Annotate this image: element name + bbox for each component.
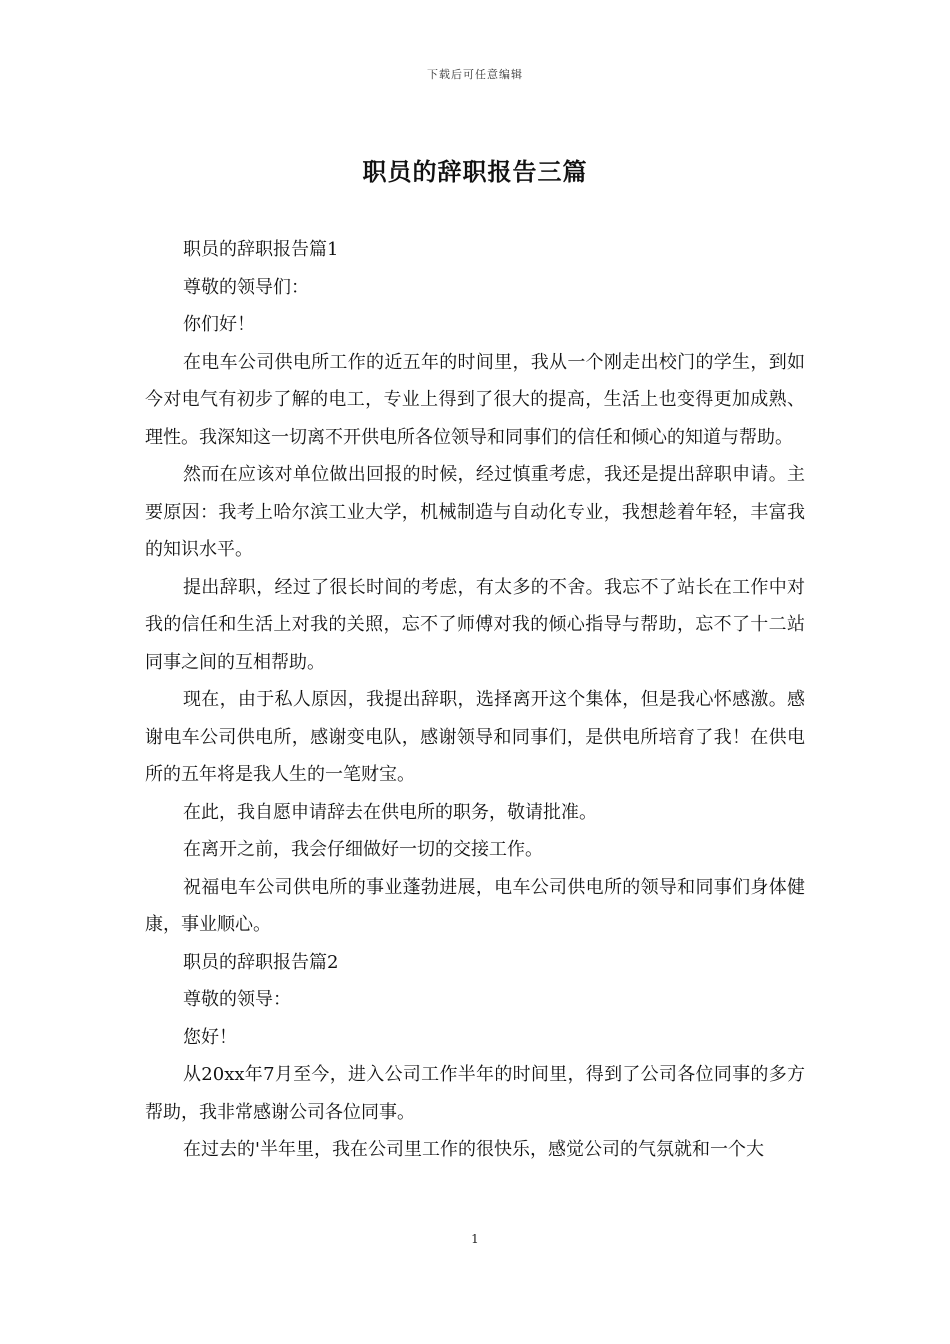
section-heading-2: 职员的辞职报告篇2 bbox=[183, 951, 339, 973]
body-paragraph: 在此，我自愿申请辞去在供电所的职务，敬请批准。 bbox=[183, 801, 597, 823]
document-body bbox=[145, 231, 805, 1169]
section-heading-1: 职员的辞职报告篇1 bbox=[183, 239, 339, 260]
body-paragraph: 在离开之前，我会仔细做好一切的交接工作。 bbox=[183, 839, 543, 860]
body-paragraph: 祝福电车公司供电所的事业蓬勃进展，电车公司供电所的领导和同事们身体健康，事业顺心。 bbox=[145, 876, 805, 935]
greeting-2: 您好！ bbox=[183, 1026, 237, 1048]
document-title: 职员的辞职报告三篇 bbox=[362, 157, 588, 186]
salutation-1: 尊敬的领导们： bbox=[183, 276, 309, 298]
body-paragraph: 从20xx年7月至今，进入公司工作半年的时间里，得到了公司各位同事的多方帮助，我非常感谢公司各位同事。 bbox=[145, 1064, 805, 1123]
body-paragraph: 在电车公司供电所工作的近五年的时间里，我从一个刚走出校门的学生，到如今对电气有初步了解的电工，专业上得到了很大的提高，生活上也变得更加成熟、理性。我深知这一切离不开供电所各位领导和同事们的信任和倾心的知道与帮助。 bbox=[145, 351, 805, 448]
header-note: 下载后可任意编辑 bbox=[427, 68, 523, 81]
body-paragraph: 然而在应该对单位做出回报的时候，经过慎重考虑，我还是提出辞职申请。主要原因：我考上哈尔滨工业大学，机械制造与自动化专业，我想趁着年轻，丰富我的知识水平。 bbox=[145, 464, 805, 560]
body-paragraph: 在过去的'半年里，我在公司里工作的很快乐，感觉公司的气氛就和一个大 bbox=[183, 1139, 764, 1160]
body-paragraph: 提出辞职，经过了很长时间的考虑，有太多的不舍。我忘不了站长在工作中对我的信任和生活上对我的关照，忘不了师傅对我的倾心指导与帮助，忘不了十二站同事之间的互相帮助。 bbox=[145, 576, 805, 673]
page-number: 1 bbox=[471, 1232, 479, 1246]
salutation-2: 尊敬的领导： bbox=[183, 989, 291, 1010]
greeting-1: 你们好！ bbox=[183, 314, 255, 335]
body-paragraph: 现在，由于私人原因，我提出辞职，选择离开这个集体，但是我心怀感激。感谢电车公司供电所，感谢变电队，感谢领导和同事们，是供电所培育了我！在供电所的五年将是我人生的一笔财宝。 bbox=[145, 689, 805, 785]
